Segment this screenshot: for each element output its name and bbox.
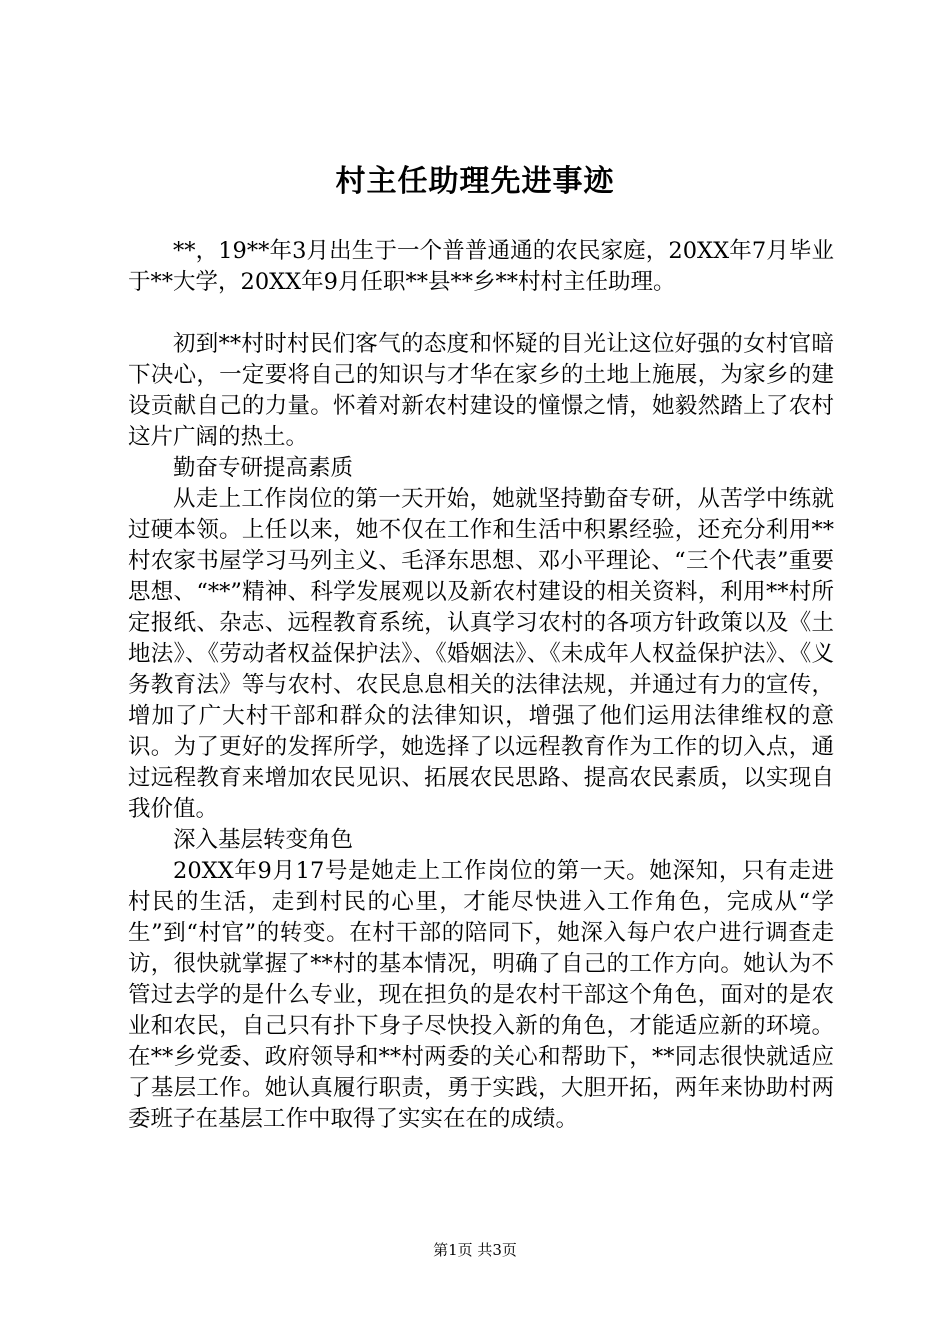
intro-paragraph: **，19**年3月出生于一个普普通通的农民家庭，20XX年7月毕业于**大学，20XX年9月任职**县**乡**村村主任助理。 — [128, 238, 834, 295]
document-title: 村主任助理先进事迹 — [335, 164, 615, 199]
document-body — [128, 236, 834, 1135]
section-heading-grassroots: 深入基层转变角色 — [173, 827, 354, 853]
section-heading-study: 勤奋专研提高素质 — [173, 455, 354, 481]
arrival-paragraph: 初到**村时村民们客气的态度和怀疑的目光让这位好强的女村官暗下决心，一定要将自己的知识与才华在家乡的土地上施展，为家乡的建设贡献自己的力量。怀着对新农村建设的憧憬之情，她毅然踏上了农村这片广阔的热土。 — [128, 331, 834, 450]
study-paragraph: 从走上工作岗位的第一天开始，她就坚持勤奋专研，从苦学中练就过硬本领。上任以来，她不仅在工作和生活中积累经验，还充分利用**村农家书屋学习马列主义、毛泽东思想、邓小平理论、“三个代表”重要思想、“**”精神、科学发展观以及新农村建设的相关资料，利用**村所定报纸、杂志、远程教育系统，认真学习农村的各项方针政策以及《土地法》、《劳动者权益保护法》、《婚姻法》、《未成年人权益保护法》、《义务教育法》等与农村、农民息息相关的法律法规，并通过有力的宣传，增加了广大村干部和群众的法律知识，增强了他们运用法律维权的意识。为了更好的发挥所学，她选择了以远程教育作为工作的切入点，通过远程教育来增加农民见识、拓展农民思路、提高农民素质，以实现自我价值。 — [128, 486, 834, 822]
grassroots-paragraph: 20XX年9月17号是她走上工作岗位的第一天。她深知，只有走进村民的生活，走到村民的心里，才能尽快进入工作角色，完成从“学生”到“村官”的转变。在村干部的陪同下，她深入每户农户进行调查走访，很快就掌握了**村的基本情况，明确了自己的工作方向。她认为不管过去学的是什么专业，现在担负的是农村干部这个角色，面对的是农业和农民，自己只有扑下身子尽快投入新的角色，才能适应新的环境。在**乡党委、政府领导和**村两委的关心和帮助下，**同志很快就适应了基层工作。她认真履行职责，勇于实践，大胆开拓，两年来协助村两委班子在基层工作中取得了实实在在的成绩。 — [128, 858, 834, 1132]
page-number-footer: 第1页 共3页 — [433, 1241, 517, 1259]
